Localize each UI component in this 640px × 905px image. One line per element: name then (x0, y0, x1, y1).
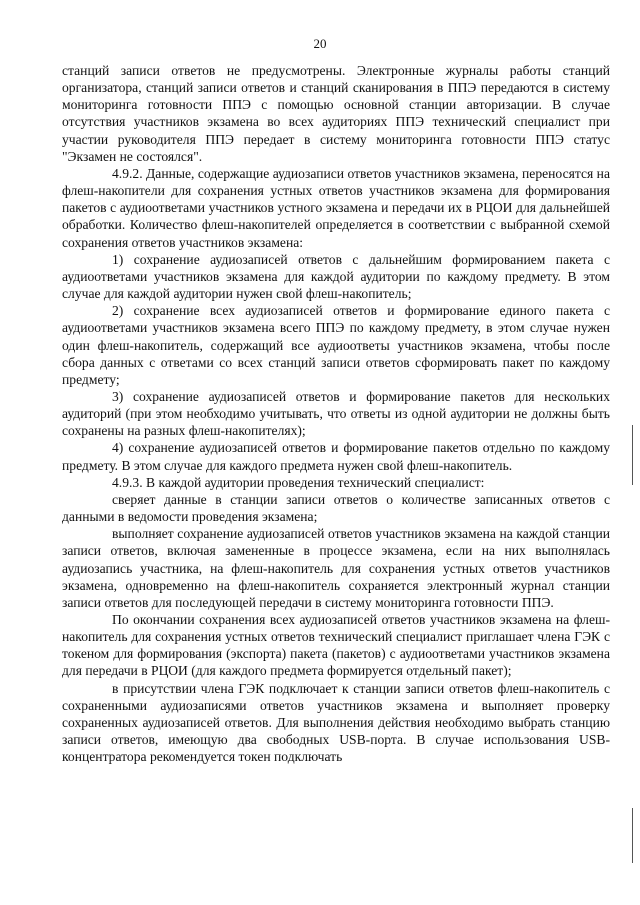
paragraph-invites-gek-member: По окончании сохранения всех аудиозаписей ответов участников экзамена на флеш-накопитель для сохранения устных ответов технический специалист приглашает члена ГЭК с токеном для формирования (экспорта) пакета (пакетов) с аудиоответами участников экзамена для передачи в РЦОИ (для каждого предмета формируется отдельный пакет); (62, 612, 610, 679)
paragraph-stations-journals: станций записи ответов не предусмотрены. Электронные журналы работы станций организатора, станций записи ответов и станций сканирования в ППЭ передаются в систему мониторинга готовности ППЭ с помощью основной станции авторизации. В случае отсутствия участников экзамена во всех аудиториях ППЭ технический специалист при участии руководителя ППЭ передает в систему мониторинга готовности ППЭ статус "Экзамен не состоялся". (62, 63, 610, 164)
paragraph-connects-flash-drive: в присутствии члена ГЭК подключает к станции записи ответов флеш-накопитель с сохраненными аудиозаписями ответов участников экзамена и выполняет проверку сохраненных аудиозаписей ответов. Для выполнения действия необходимо выбрать станцию записи ответов, имеющую два свободных USB-порта. В случае использования USB-концентратора рекомендуется токен подключать (62, 680, 610, 765)
list-item-4: 4) сохранение аудиозаписей ответов и формирование пакетов отдельно по каждому предмету. В этом случае для каждого предмета нужен свой флеш-накопитель. (62, 440, 610, 473)
paragraph-verifies-data: сверяет данные в станции записи ответов о количестве записанных ответов с данными в ведомости проведения экзамена; (62, 491, 610, 525)
paragraph-4-9-2: 4.9.2. Данные, содержащие аудиозаписи ответов участников экзамена, переносятся на флеш-накопители для сохранения устных ответов участников экзамена для формирования пакетов с аудиоответами участников устного экзамена и передачи их в РЦОИ для дальнейшей обработки. Количество флеш-накопителей определяется в соответствии с выбранной схемой сохранения ответов участников экзамена: (62, 165, 610, 250)
list-item-2: 2) сохранение всех аудиозаписей ответов и формирование единого пакета с аудиоответами участников экзамена всего ППЭ по каждому предмету, в этом случае нужен один флеш-накопитель, содержащий все аудиоответы участников экзамена, чтобы после сбора данных с ответами со всех станций записи ответов сформировать пакет по каждому предмету; (62, 303, 610, 387)
scan-edge-mark-top (632, 425, 633, 485)
list-item-1: 1) сохранение аудиозаписей ответов с дальнейшим формированием пакета с аудиоответами участников экзамена для каждой аудитории по каждому предмету. В этом случае для каждой аудитории нужен свой флеш-накопитель; (62, 251, 610, 302)
paragraph-saves-recordings: выполняет сохранение аудиозаписей ответов участников экзамена на каждой станции записи ответов, включая замененные в процессе экзамена, если на них выполнялась аудиозапись участника, на флеш-накопитель для сохранения устных ответов участников экзамена, одновременно на флеш-накопитель сохраняется электронный журнал станции записи ответов для последующей передачи в систему мониторинга готовности ППЭ. (62, 526, 610, 610)
paragraph-4-9-3: 4.9.3. В каждой аудитории проведения технический специалист: (112, 474, 485, 490)
page-number: 20 (313, 36, 327, 51)
document-body (62, 62, 610, 765)
list-item-3: 3) сохранение аудиозаписей ответов и формирование пакетов для нескольких аудиторий (при этом необходимо учитывать, что ответы из одной аудитории не должны быть сохранены на разных флеш-накопителях); (62, 388, 610, 439)
scan-edge-mark-bottom (632, 808, 633, 863)
